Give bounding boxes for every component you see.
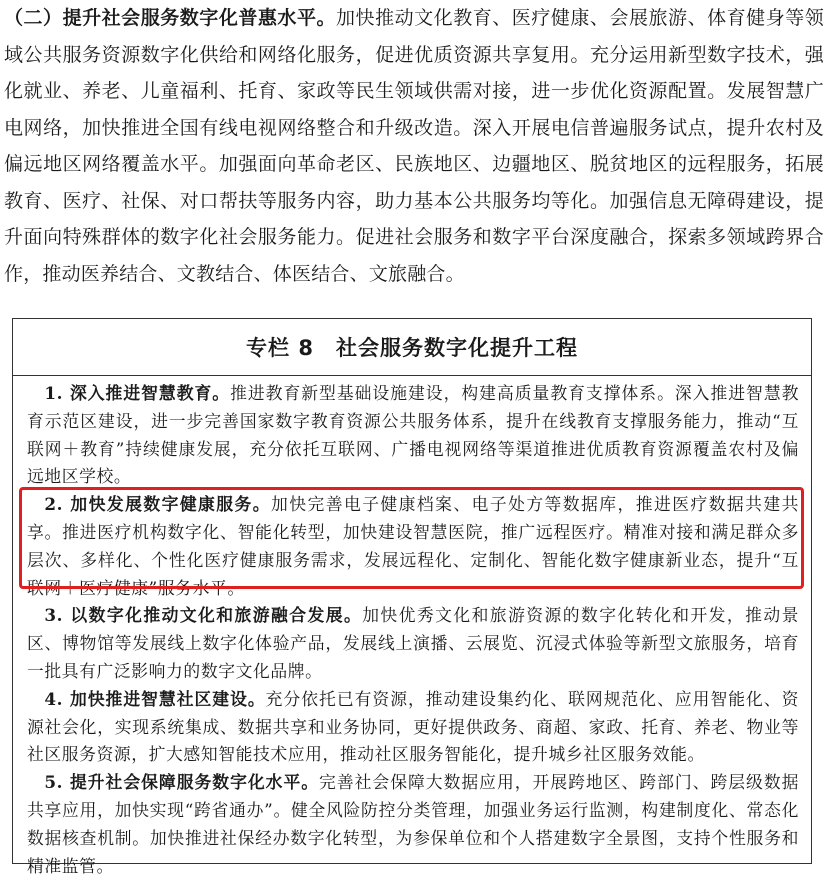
column-box [12,318,812,876]
column-title-text: 社会服务数字化提升工程 [335,336,578,360]
column-title [13,319,811,376]
list-item [27,380,799,491]
item-body: 推进教育新型基础设施建设，构建高质量教育支撑体系。深入推进智慧教育示范区建设，进一步完善国家数字教育资源公共服务体系，提升在线教育支撑服务能力，推动“互联网＋教育”持续健康发展，充分依托互联网、广播电视网络等渠道推进优质教育资源覆盖农村及偏远地区学校。 [27,383,800,487]
list-item [27,769,799,880]
intro-paragraph [0,0,826,292]
column-number: 专栏 8 [246,336,314,360]
column-body [13,376,811,880]
item-lead: 3. 以数字化推动文化和旅游融合发展。 [44,605,363,626]
item-lead: 4. 加快推进智慧社区建设。 [44,688,266,709]
list-item [27,491,799,602]
item-lead: 2. 加快发展数字健康服务。 [44,494,272,515]
intro-lead: （二）提升社会服务数字化普惠水平。 [4,7,337,29]
item-body: 完善社会保障大数据应用，开展跨地区、跨部门、跨层级数据共享应用，加快实现“跨省通办”。健全风险防控分类管理，加强业务运行监测，构建制度化、常态化数据核查机制。加快推进社保经办数字化转型，为参保单位和个人搭建数字全景图，支持个性服务和精准监管。 [27,772,800,876]
list-item [27,602,799,685]
item-lead: 1. 深入推进智慧教育。 [44,383,231,403]
item-body: 加快优秀文化和旅游资源的数字化转化和开发，推动景区、博物馆等发展线上数字化体验产品，发展线上演播、云展览、沉浸式体验等新型文旅服务，培育一批具有广泛影响力的数字文化品牌。 [27,605,799,681]
list-item [27,686,799,769]
intro-body: 加快推动文化教育、医疗健康、会展旅游、体育健身等领域公共服务资源数字化供给和网络化服务，促进优质资源共享复用。充分运用新型数字技术，强化就业、养老、儿童福利、托育、家政等民生领域供需对接，进一步优化资源配置。发展智慧广电网络，加快推进全国有线电视网络整合和升级改造。深入开展电信普遍服务试点，提升农村及偏远地区网络覆盖水平。加强面向革命老区、民族地区、边疆地区、脱贫地区的远程服务，拓展教育、医疗、社保、对口帮扶等服务内容，助力基本公共服务均等化。加强信息无障碍建设，提升面向特殊群体的数字化社会服务能力。促进社会服务和数字平台深度融合，探索多领域跨界合作，推动医养结合、文教结合、体医结合、文旅融合。 [4,7,824,285]
item-body: 充分依托已有资源，推动建设集约化、联网规范化、应用智能化、资源社会化，实现系统集成、数据共享和业务协同，更好提供政务、商超、家政、托育、养老、物业等社区服务资源，扩大感知智能技术应用，推动社区服务智能化，提升城乡社区服务效能。 [27,688,799,765]
item-lead: 5. 提升社会保障服务数字化水平。 [44,772,320,793]
item-body: 加快完善电子健康档案、电子处方等数据库，推进医疗数据共建共享。推进医疗机构数字化、智能化转型，加快建设智慧医院，推广远程医疗。精准对接和满足群众多层次、多样化、个性化医疗健康服务需求，发展远程化、定制化、智能化数字健康新业态，提升“互联网＋医疗健康”服务水平。 [27,494,800,598]
